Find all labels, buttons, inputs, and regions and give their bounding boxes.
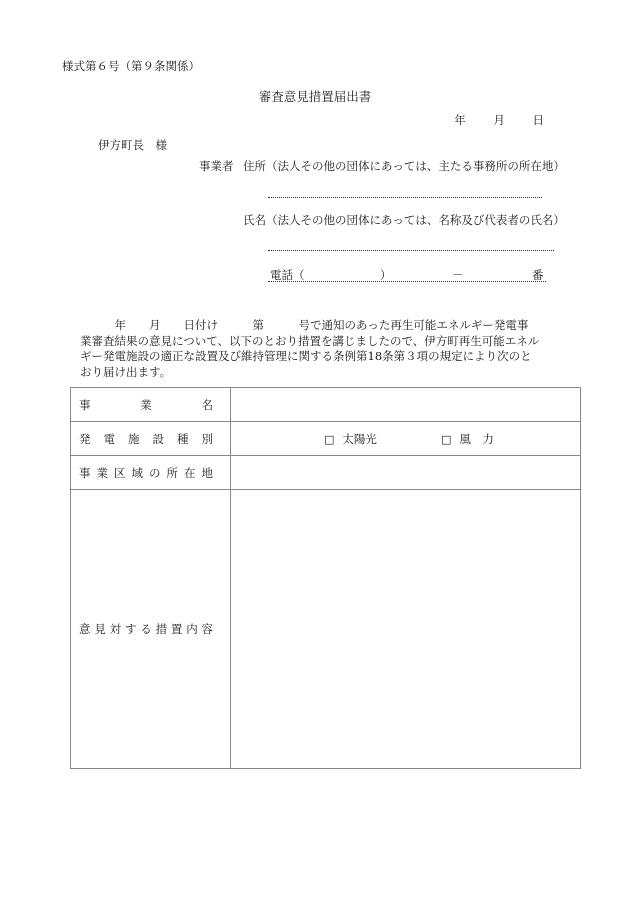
phone-line[interactable] (268, 281, 546, 282)
business-name-label: 事 業 名 (71, 388, 231, 422)
date-month-label: 月 (493, 113, 505, 127)
phone-label: 電話（ (270, 268, 305, 282)
location-field[interactable] (231, 456, 581, 490)
solar-label: 太陽光 (342, 431, 377, 446)
name-label: 氏名（法人その他の団体にあっては、名称及び代表者の氏名） (243, 213, 565, 227)
address-label: 住所（法人その他の団体にあっては、主たる事務所の所在地） (243, 159, 565, 173)
location-label: 事 業 区 域 の 所 在 地 (71, 456, 231, 490)
date-day-label: 日 (532, 113, 544, 127)
address-line[interactable] (268, 197, 542, 198)
facility-type-label: 発 電 施 設 種 別 (71, 422, 231, 456)
wind-checkbox-icon[interactable]: □ (441, 432, 452, 446)
date-year-label: 年 (454, 113, 466, 127)
form-table (70, 387, 581, 769)
applicant-label: 事業者 (199, 159, 234, 173)
notice-body (80, 318, 562, 380)
measures-field[interactable] (231, 490, 581, 769)
body-line: ギー発電施設の適正な設置及び維持管理に関する条例第18条第３項の規定により次のと (80, 349, 532, 363)
phone-close-paren: ） (380, 268, 392, 282)
wind-label: 風 力 (459, 431, 494, 446)
phone-suffix: 番 (532, 268, 544, 282)
addressee: 伊方町長 様 (98, 138, 167, 152)
measures-label: 意 見 対 す る 措 置 内 容 (71, 490, 231, 769)
phone-dash: － (452, 268, 464, 282)
solar-option[interactable] (324, 431, 377, 447)
facility-type-field (231, 422, 581, 456)
business-name-field[interactable] (231, 388, 581, 422)
solar-checkbox-icon[interactable]: □ (324, 432, 335, 446)
name-line[interactable] (268, 250, 554, 251)
body-line: おり届け出ます。 (80, 364, 172, 379)
date-row (454, 112, 544, 128)
document-title: 審査意見措置届出書 (258, 89, 372, 104)
form-code: 様式第６号（第９条関係） (62, 59, 200, 73)
body-line: 年 月 日付け 第 号で通知のあった再生可能エネルギー発電事 (80, 318, 529, 332)
body-line: 業審査結果の意見について、以下のとおり措置を講じましたので、伊方町再生可能エネル (80, 333, 540, 348)
wind-option[interactable] (441, 431, 494, 447)
